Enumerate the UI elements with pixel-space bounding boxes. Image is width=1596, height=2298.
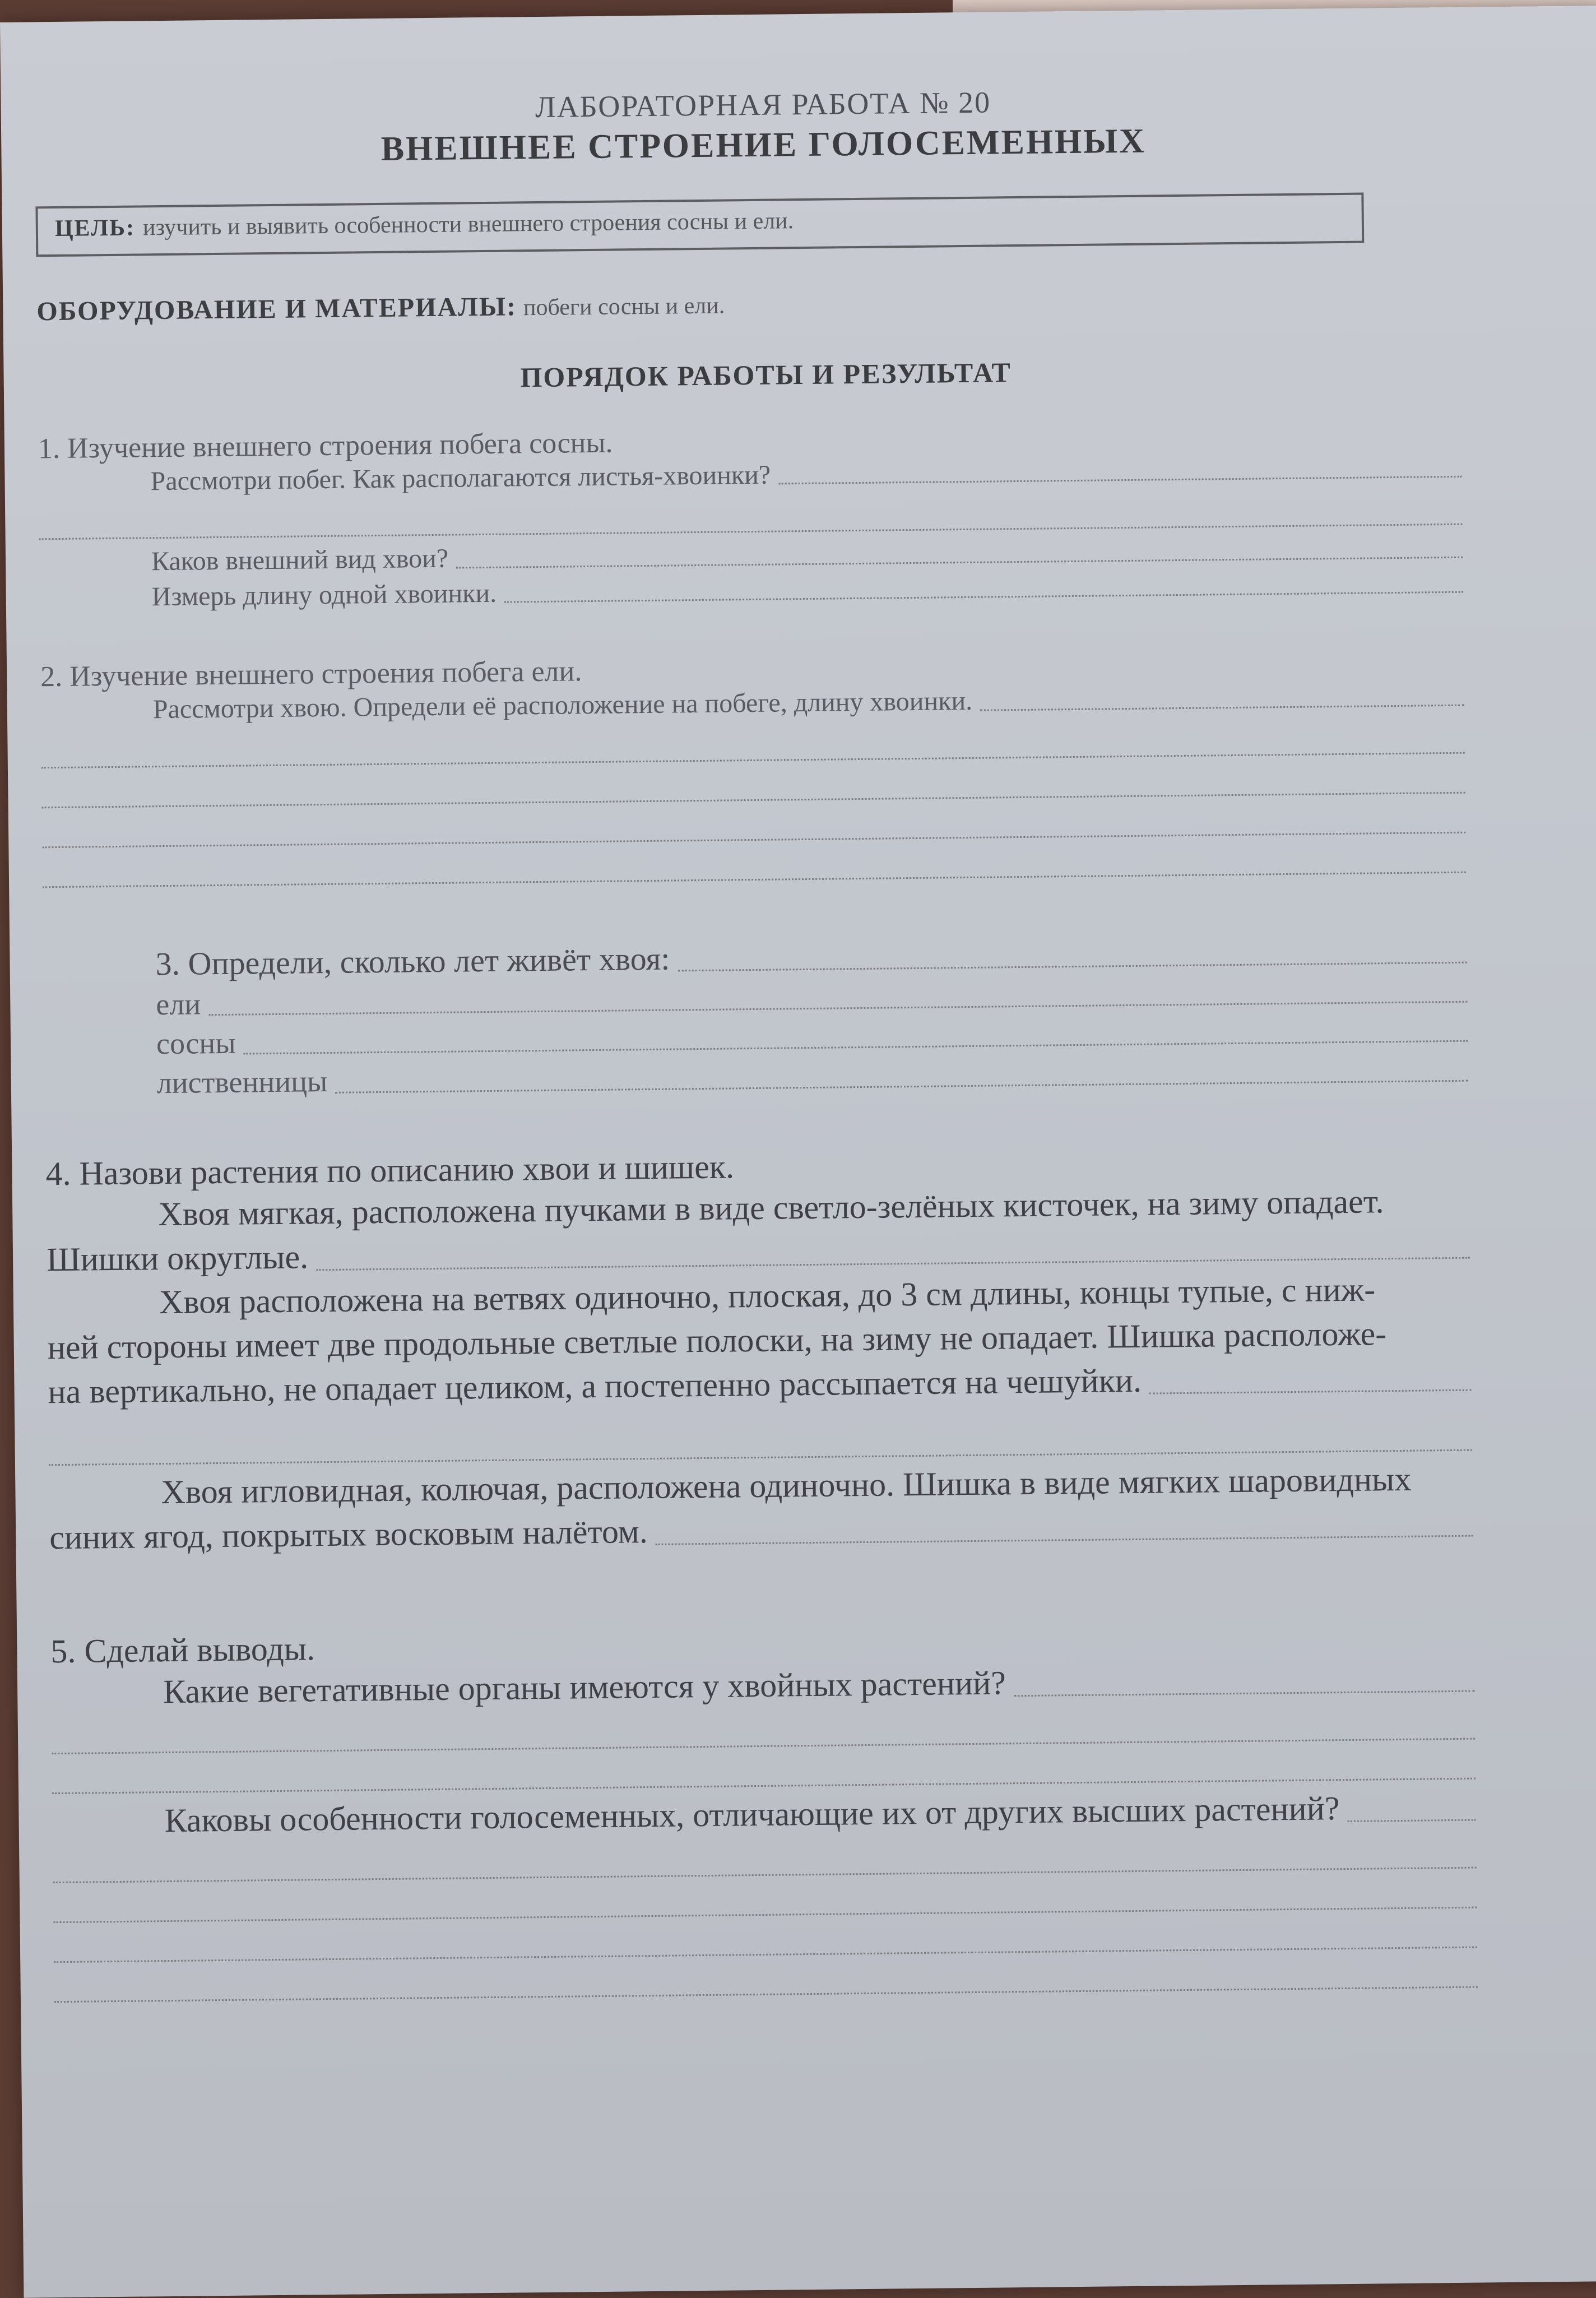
section-3 [43,929,1468,1104]
answer-line[interactable] [980,703,1464,711]
worksheet-page [0,6,1596,2298]
description-text: ней стороны имеет две продольные светлые полоски, на зиму не опадает. Шишка расположе- [47,1315,1387,1366]
section-5 [50,1618,1478,2003]
section-4 [45,1139,1473,1559]
answer-line[interactable] [1149,1389,1472,1394]
section-3-heading: 3. Определи, сколько лет живёт хвоя: [155,940,670,982]
question-text: Измерь длину одной хвоинки. [151,578,497,612]
answer-line[interactable] [335,1079,1468,1093]
worksheet-content [34,80,1478,2003]
item-label: лиственницы [156,1064,328,1100]
question-text: Каковы особенности голосеменных, отличающие их от других высших растений? [164,1790,1340,1840]
section-5-heading: 5. Сделай выводы. [50,1630,316,1670]
equipment-text: побеги сосны и ели. [523,293,725,321]
question-text: Какие вегетативные органы имеются у хвойных растений? [163,1664,1006,1711]
equipment [36,281,1460,327]
answer-line[interactable] [1014,1690,1474,1697]
main-title: ВНЕШНЕЕ СТРОЕНИЕ ГОЛОСЕМЕННЫХ [381,122,1147,168]
answer-line[interactable] [1348,1819,1476,1822]
section-4-description-1 [46,1178,1470,1281]
goal-label: ЦЕЛЬ: [54,215,136,242]
item-label: ели [156,987,201,1022]
section-4-description-2 [47,1266,1472,1414]
equipment-label: ОБОРУДОВАНИЕ И МАТЕРИАЛЫ: [36,291,517,327]
section-1-heading: 1. Изучение внешнего строения побега сосны. [38,427,613,465]
lab-title: ЛАБОРАТОРНАЯ РАБОТА № 20 [535,85,991,124]
answer-line[interactable] [656,1535,1473,1545]
question-text: Рассмотри побег. Как располагаются листья-хвоинки? [150,460,771,497]
description-text: Хвоя игловидная, колючая, расположена одиночно. Шишка в виде мягких шаровидных [161,1460,1412,1511]
section-1 [38,418,1463,616]
item-label: сосны [156,1026,236,1061]
goal-box [35,193,1364,257]
section-2 [40,646,1466,888]
description-text: синих ягод, покрытых восковым налётом. [49,1513,648,1556]
description-text: Шишки округлые. [46,1238,309,1278]
section-2-heading: 2. Изучение внешнего строения побега ели. [40,655,582,693]
section-4-heading: 4. Назови растения по описанию хвои и шишек. [45,1147,735,1192]
description-text: на вертикально, не опадает целиком, а постепенно рассыпается на чешуйки. [48,1361,1142,1411]
question-text: Рассмотри хвою. Определи её расположение на побеге, длину хвоинки. [152,686,973,725]
description-text: Хвоя расположена на ветвях одиночно, плоская, до 3 см длины, концы тупые, с ниж- [159,1271,1376,1321]
answer-line[interactable] [504,591,1463,603]
order-title: ПОРЯДОК РАБОТЫ И РЕЗУЛЬТАТ [520,356,1012,393]
section-4-description-3 [49,1457,1473,1560]
goal-text: изучить и выявить особенности внешнего строения сосны и ели. [142,208,794,241]
answer-line[interactable] [678,961,1467,972]
answer-line[interactable] [456,556,1463,569]
answer-line[interactable] [778,475,1462,485]
description-text: Хвоя мягкая, расположена пучками в виде светло-зелёных кисточек, на зиму опадает. [157,1182,1384,1233]
question-text: Каков внешний вид хвои? [151,544,449,577]
